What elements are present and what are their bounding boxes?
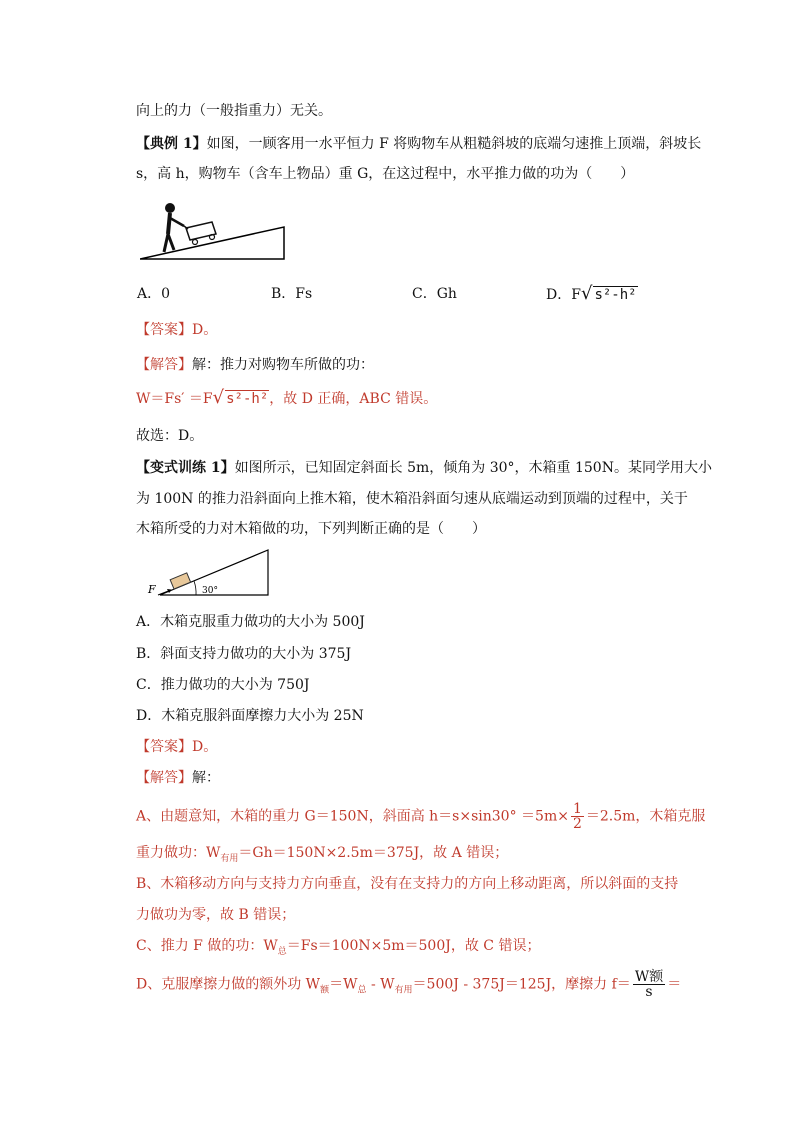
example1-answer (136, 320, 217, 340)
variant1-question-line3: 木箱所受的力对木箱做的功，下列判断正确的是（ ） (136, 521, 486, 537)
variant1-option-b: B．斜面支持力做功的大小为 375J (136, 646, 352, 662)
option-d-prefix: D．F (546, 287, 581, 303)
fraction-numerator: 1 (572, 801, 582, 817)
fraction-one-half (571, 802, 584, 831)
angle-label: 30° (202, 586, 218, 596)
example1-choose: 故选：D。 (136, 428, 204, 444)
variant1-option-a: A．木箱克服重力做功的大小为 500J (136, 614, 365, 630)
variant1-tag: 【变式训练 1】 (136, 460, 235, 476)
example1-formula: W＝Fs′ ＝F√ s²-h²，故 D 正确，ABC 错误。 (136, 387, 438, 408)
fraction-s-denominator: s (645, 984, 653, 1000)
example1-option-c: C．Gh (412, 286, 457, 302)
subscript-useful-2: 有用 (394, 985, 413, 996)
example1-question-line2: s，高 h，购物车（含车上物品）重 G，在这过程中，水平推力做的功为（ ） (136, 166, 635, 182)
formula-suffix: ，故 D 正确，ABC 错误。 (269, 391, 438, 407)
solution-a-line2 (136, 843, 508, 869)
formula-radicand: s²-h² (226, 391, 269, 407)
fraction-w-over-s (633, 970, 665, 999)
subscript-useful: 有用 (220, 853, 239, 864)
incline-box-figure (144, 545, 274, 601)
solution-d (136, 970, 681, 1000)
example1-option-b: B．Fs (271, 286, 313, 302)
solution-a-post: ＝2.5m，木箱克服 (585, 808, 706, 825)
example1-answer-text: 【答案】D。 (136, 322, 218, 338)
solution-c-post: ＝Fs＝100N×5m＝500J，故 C 错误； (286, 938, 541, 954)
solution-d-mid2: - W (366, 976, 395, 993)
variant1-q1-text: 如图所示，已知固定斜面长 5m，倾角为 30°，木箱重 150N。某同学用大小 (234, 460, 712, 476)
solution-d-mid3: ＝500J - 375J＝125J，摩擦力 f＝ (412, 976, 631, 993)
subscript-total-2: 总 (357, 985, 367, 996)
example1-q1-text: 如图，一顾客用一水平恒力 F 将购物车从粗糙斜坡的底端匀速推上顶端，斜坡长 (206, 136, 702, 152)
solution-b-line1: B、木箱移动方向与支持力方向垂直，没有在支持力的方向上移动距离，所以斜面的支持 (136, 876, 679, 892)
variant1-explanation (136, 768, 220, 788)
solution-c-pre: C、推力 F 做的功：W (136, 938, 278, 954)
solution-a2-pre: 重力做功：W (136, 845, 221, 861)
subscript-total: 总 (277, 946, 287, 957)
option-d-radicand: s²-h² (594, 287, 637, 303)
solution-d-mid1: ＝W (329, 976, 358, 993)
example1-exp-text: 解：推力对购物车所做的功： (192, 357, 374, 373)
fraction-w-numerator: W额 (634, 969, 664, 985)
example1-option-a: A．0 (137, 286, 171, 302)
variant1-exp-tag: 【解答】 (136, 770, 192, 786)
variant1-option-c: C．推力做功的大小为 750J (136, 677, 310, 693)
solution-d-pre: D、克服摩擦力做的额外功 W (136, 976, 321, 993)
variant1-answer (136, 737, 217, 757)
example1-question-line1 (136, 134, 701, 154)
example1-explanation (136, 355, 374, 375)
solution-a2-post: ＝Gh＝150N×2.5m＝375J，故 A 错误； (238, 845, 509, 861)
example1-option-d: D．F√ s²-h² (546, 283, 637, 304)
subscript-extra: 额 (320, 985, 330, 996)
example1-exp-tag: 【解答】 (136, 357, 192, 373)
variant1-question-line1 (136, 458, 712, 478)
intro-line: 向上的力（一般指重力）无关。 (136, 103, 332, 119)
variant1-question-line2: 为 100N 的推力沿斜面向上推木箱，使木箱沿斜面匀速从底端运动到顶端的过程中，关于 (136, 491, 688, 507)
solution-a-line1 (136, 802, 705, 831)
variant1-option-d: D．木箱克服斜面摩擦力大小为 25N (136, 708, 364, 724)
slope-cart-figure (140, 196, 290, 262)
formula-prefix: W＝Fs′ ＝F (136, 391, 213, 407)
solution-d-post: ＝ (667, 976, 682, 993)
fraction-denominator: 2 (572, 816, 582, 832)
variant1-exp-text: 解： (192, 770, 220, 786)
solution-a-pre: A、由题意知，木箱的重力 G＝150N，斜面高 h＝s×sin30° ＝5m× (136, 808, 569, 825)
variant1-answer-text: 【答案】D。 (136, 739, 218, 755)
solution-c (136, 936, 540, 962)
force-label: F (148, 583, 156, 596)
example1-tag: 【典例 1】 (136, 136, 207, 152)
solution-b-line2: 力做功为零，故 B 错误； (136, 907, 296, 923)
